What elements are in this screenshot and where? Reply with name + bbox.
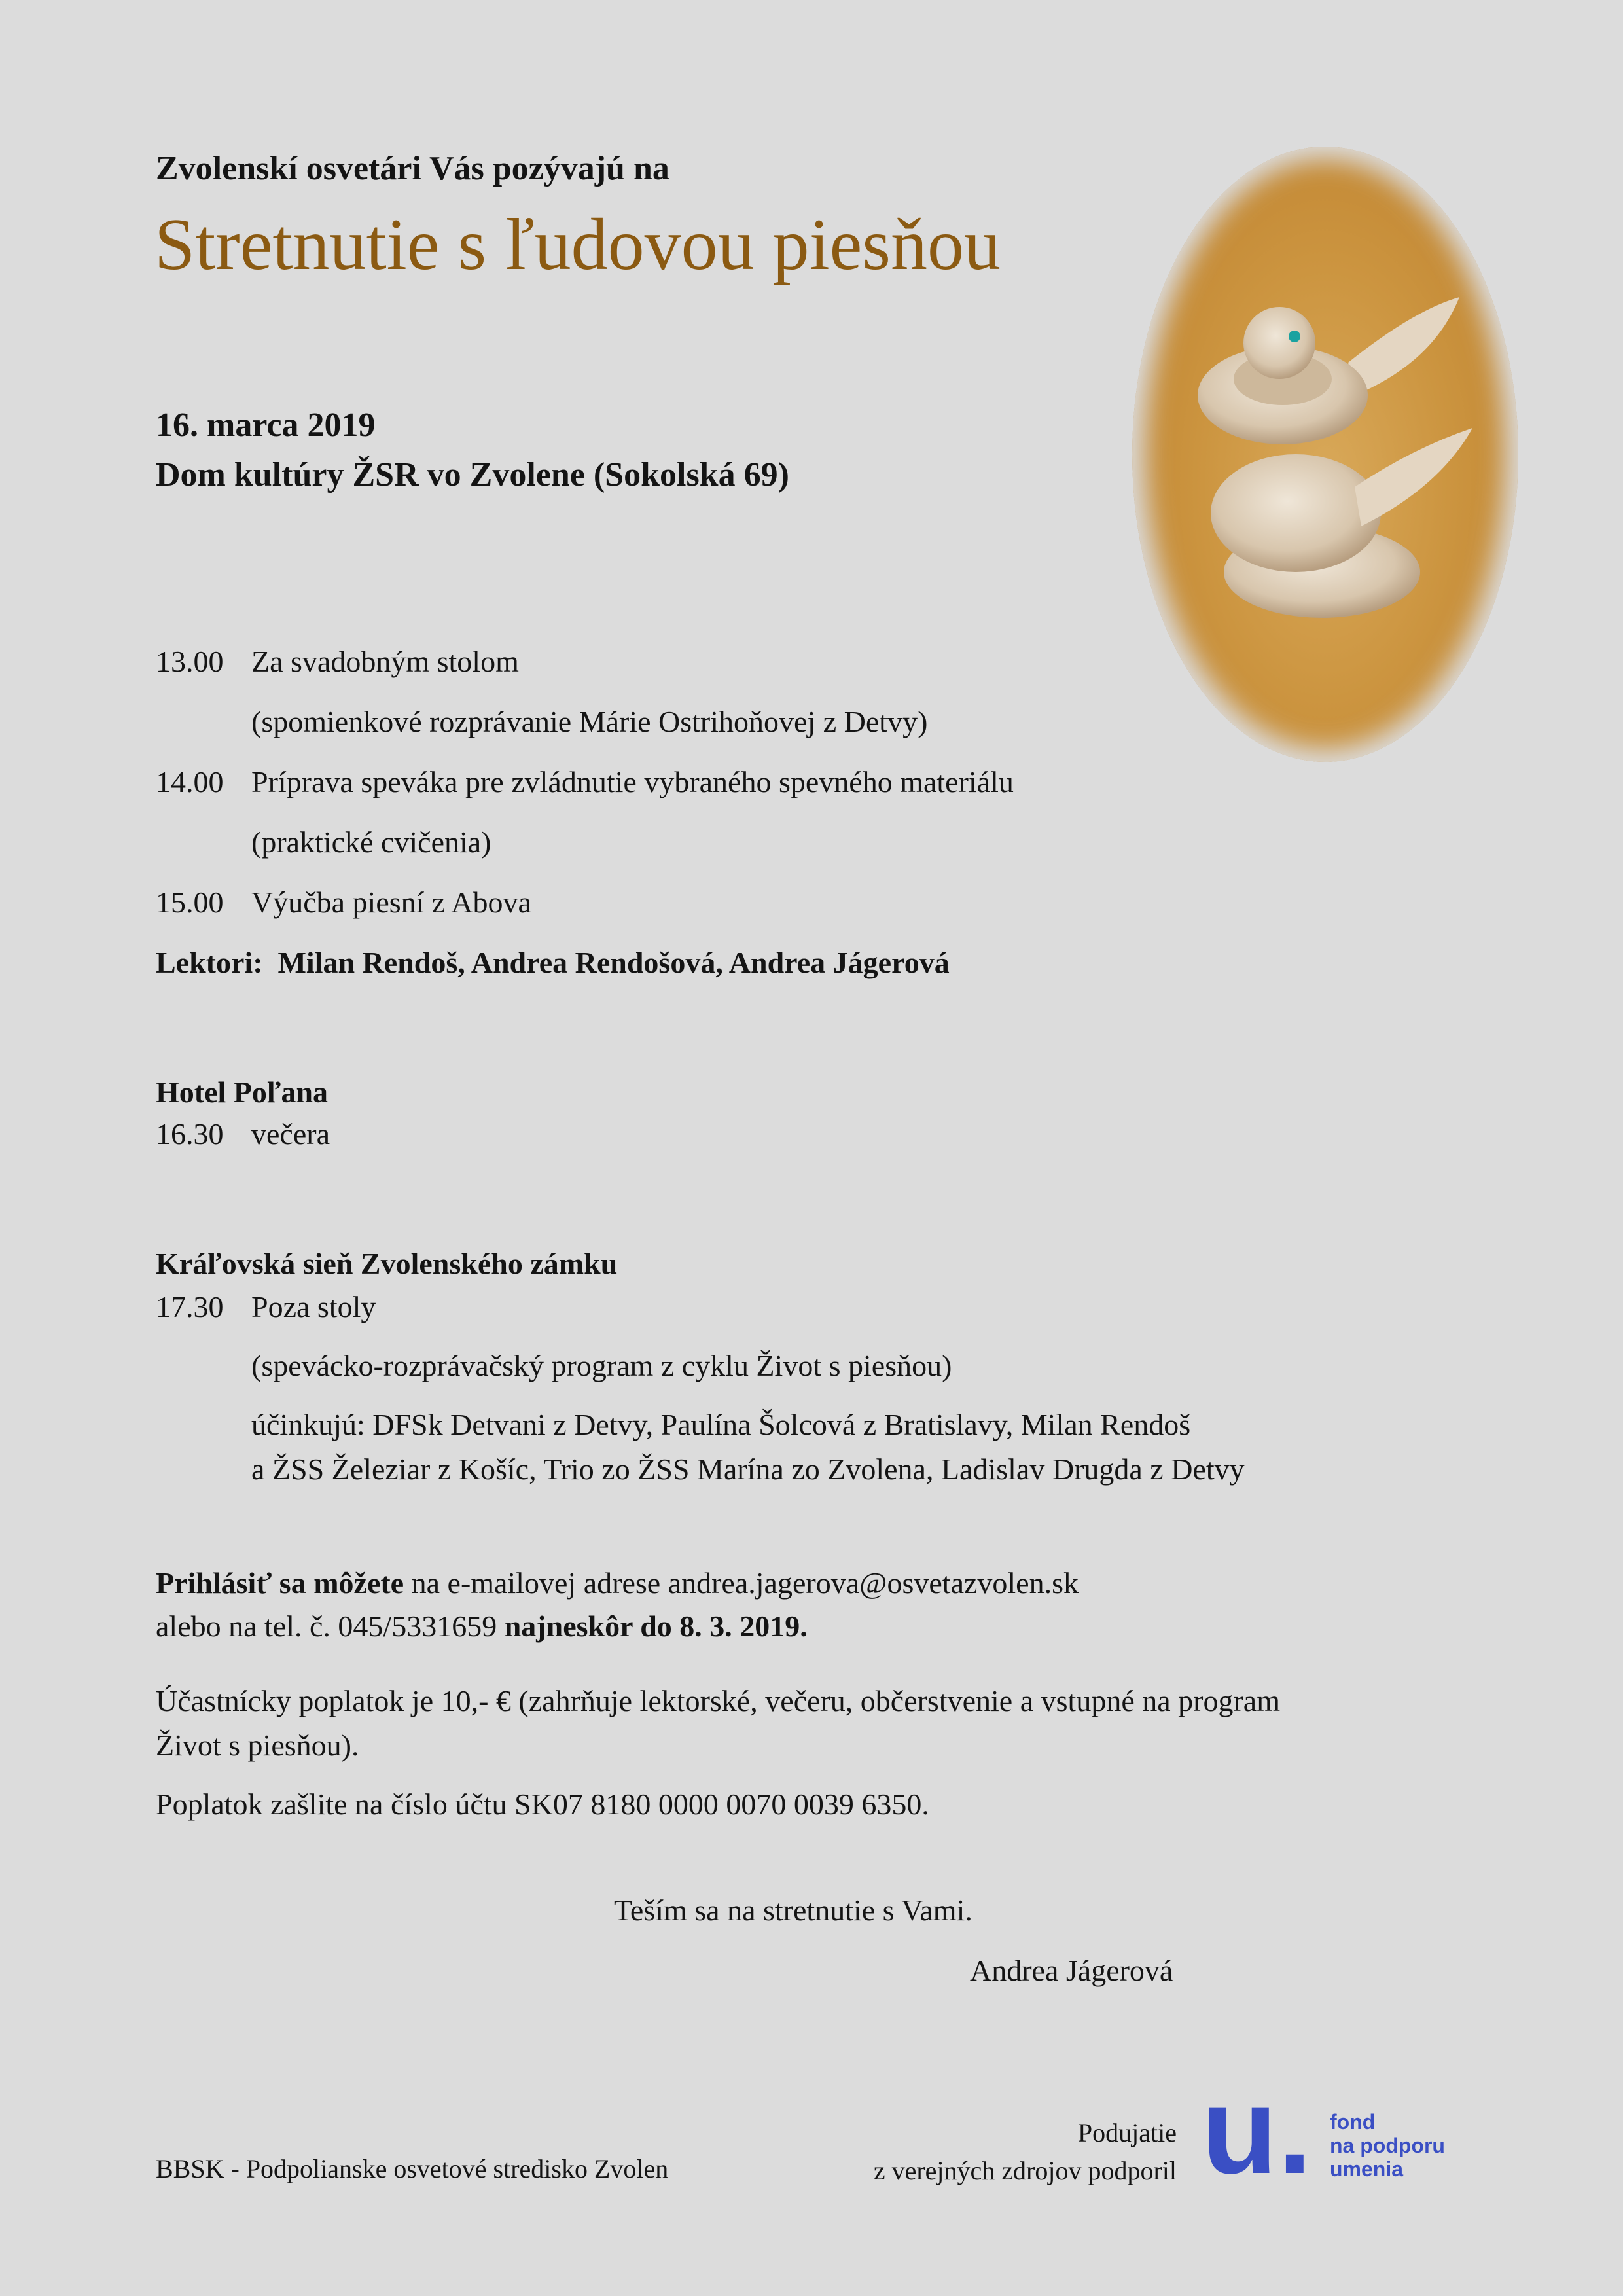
program-item: Za svadobným stolom bbox=[251, 645, 519, 678]
support-line: z verejných zdrojov podporil bbox=[873, 2156, 1177, 2185]
program-item: Výučba piesní z Abova bbox=[251, 886, 531, 919]
program-item-note: (praktické cvičenia) bbox=[251, 825, 491, 859]
program-item: Príprava speváka pre zvládnutie vybraného spevného materiálu bbox=[251, 765, 1014, 798]
decorative-photo bbox=[1132, 147, 1518, 762]
registration-line bbox=[156, 1609, 808, 1643]
fpu-logo-icon: u. bbox=[1202, 2061, 1312, 2200]
logo-line: umenia bbox=[1330, 2157, 1404, 2181]
hotel-time: 16.30 bbox=[156, 1117, 224, 1151]
fee-line: Účastnícky poplatok je 10,- € (zahrňuje lektorské, večeru, občerstvenie a vstupné na program bbox=[156, 1684, 1280, 1717]
event-date: 16. marca 2019 bbox=[156, 406, 376, 444]
intro-text: Zvolenskí osvetári Vás pozývajú na bbox=[156, 150, 669, 187]
page-title: Stretnutie s ľudovou piesňou bbox=[154, 204, 1001, 285]
footer-organizer: BBSK - Podpolianske osvetové stredisko Zvolen bbox=[156, 2154, 669, 2183]
hotel-heading: Hotel Poľana bbox=[156, 1075, 329, 1109]
program-time: 14.00 bbox=[156, 765, 224, 798]
logo-line: fond bbox=[1330, 2110, 1376, 2134]
registration-phone-text: alebo na tel. č. 045/5331659 bbox=[156, 1609, 505, 1643]
performers-line: a ŽSS Železiar z Košíc, Trio zo ŽSS Marína zo Zvolena, Ladislav Drugda z Detvy bbox=[251, 1452, 1245, 1486]
closing-greeting: Teším sa na stretnutie s Vami. bbox=[614, 1893, 972, 1927]
castle-time: 17.30 bbox=[156, 1290, 224, 1323]
fpu-logo-text bbox=[1330, 2110, 1445, 2181]
program-item-note: (spomienkové rozprávanie Márie Ostrihoňovej z Detvy) bbox=[251, 705, 928, 738]
footer-support bbox=[874, 2114, 1177, 2190]
lecturers-label: Lektori: bbox=[156, 946, 263, 979]
fee-line: Život s piesňou). bbox=[156, 1729, 359, 1762]
registration-line bbox=[156, 1566, 1079, 1600]
hotel-item: večera bbox=[251, 1117, 330, 1151]
lecturers bbox=[156, 945, 950, 980]
program-time: 13.00 bbox=[156, 645, 224, 678]
castle-heading: Kráľovská sieň Zvolenského zámku bbox=[156, 1247, 618, 1280]
castle-item: Poza stoly bbox=[251, 1290, 376, 1323]
pastry-birds-illustration bbox=[1132, 147, 1518, 762]
registration-deadline: najneskôr do 8. 3. 2019. bbox=[504, 1609, 808, 1643]
lecturers-names: Milan Rendoš, Andrea Rendošová, Andrea Jágerová bbox=[277, 946, 950, 979]
registration-lead: Prihlásiť sa môžete bbox=[156, 1566, 404, 1600]
signature: Andrea Jágerová bbox=[970, 1954, 1173, 1987]
support-line: Podujatie bbox=[1077, 2118, 1177, 2147]
program-time: 15.00 bbox=[156, 886, 224, 919]
registration-email-text: na e-mailovej adrese andrea.jagerova@osvetazvolen.sk bbox=[404, 1566, 1079, 1600]
event-venue: Dom kultúry ŽSR vo Zvolene (Sokolská 69) bbox=[156, 456, 789, 493]
castle-item-note: (spevácko-rozprávačský program z cyklu Život s piesňou) bbox=[251, 1349, 952, 1382]
account-line: Poplatok zašlite na číslo účtu SK07 8180 0000 0070 0039 6350. bbox=[156, 1787, 929, 1821]
logo-line: na podporu bbox=[1330, 2134, 1445, 2157]
performers-line: účinkujú: DFSk Detvani z Detvy, Paulína Šolcová z Bratislavy, Milan Rendoš bbox=[251, 1408, 1191, 1441]
